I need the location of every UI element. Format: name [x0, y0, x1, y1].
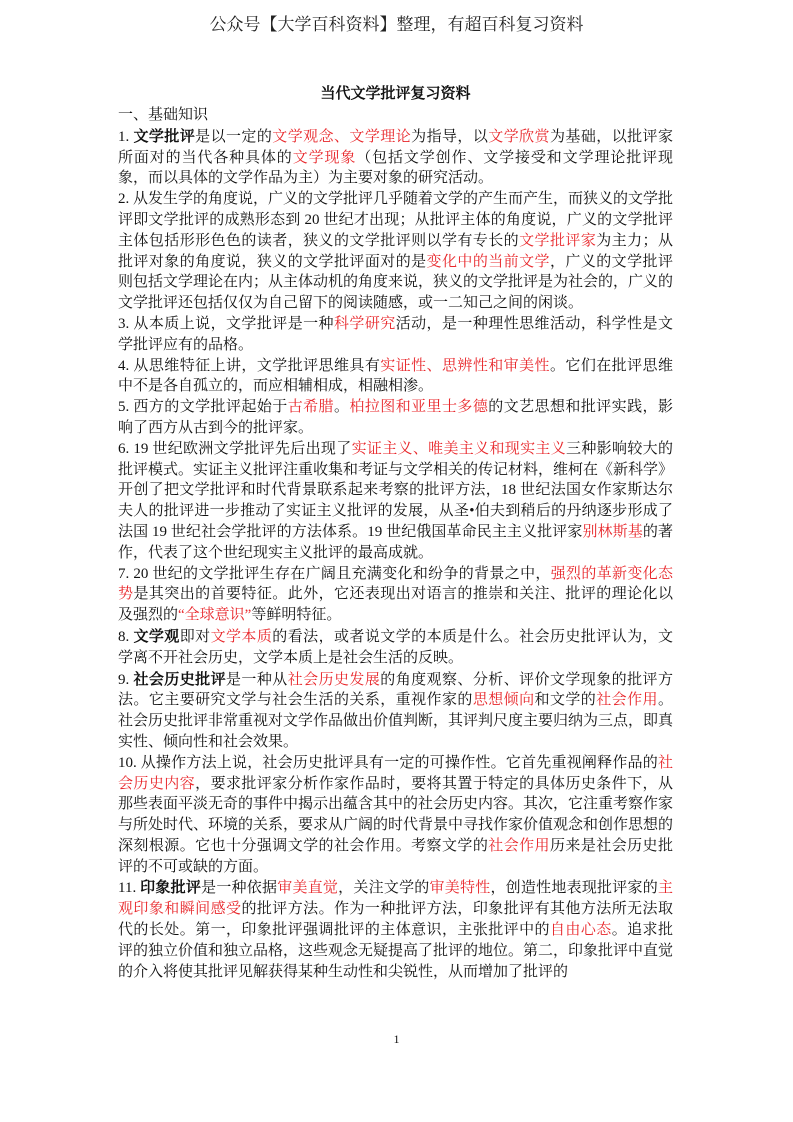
- highlight-red: 实证性、思辨性和审美性: [380, 357, 550, 374]
- term-bold: 印象批评: [140, 878, 202, 897]
- paragraph: [118, 126, 673, 189]
- text-segment: ，关注文学的: [338, 880, 430, 897]
- text-segment: 。: [333, 399, 350, 416]
- highlight-red: 社会历史内容: [118, 754, 673, 792]
- highlight-red: 变化中的当前文学: [426, 253, 550, 270]
- paragraph: [118, 189, 673, 314]
- highlight-red: 别林斯基: [582, 523, 643, 540]
- text-segment: 的看法，或者说文学的本质是什么。社会历史批评认为，文学离不开社会历史，文学本质上是社会生活的反映。: [118, 628, 673, 666]
- text-segment: 为基础，以批评家所面对的当代各种具体的: [118, 128, 673, 166]
- text-segment: 三种影响较大的批评模式。实证主义批评注重收集和考证与文学相关的传记材料，维柯在《新科学》开创了把文学批评和时代背景联系起来考察的批评方法，18 世纪法国女作家斯达尔夫人的批评进一步推动了实证主义批评的发展，从圣•伯夫到稍后的丹纳逐步形成了法国 19 世纪社会学批评的方法体系。19 世纪俄国革命民主主义批评家: [118, 440, 674, 540]
- highlight-red: 社会作用: [488, 837, 550, 854]
- text-segment: 6. 19 世纪欧洲文学批评先后出现了: [118, 440, 352, 457]
- highlight-red: 科学研究: [333, 315, 396, 332]
- paragraph: [118, 564, 673, 626]
- highlight-red: 文学本质: [210, 628, 273, 645]
- highlight-red: 审美特性: [429, 880, 491, 897]
- text-segment: 5. 西方的文学批评起始于: [118, 399, 288, 416]
- highlight-red: 文学观念、文学理论: [272, 128, 412, 145]
- paragraph: [118, 877, 673, 982]
- text-segment: 的批评方法。作为一种批评方法，印象批评有其他方法所无法取代的长处。第一，印象批评强调批评的主体意识，主张批评中的: [118, 901, 673, 939]
- text-segment: 。追求批评的独立价值和独立品格，这些观念无疑提高了批评的地位。第二，印象批评中直觉的介入将使其批评见解获得某种生动性和尖锐性，从而增加了批评的: [118, 922, 674, 980]
- text-segment: 等鲜明特征。: [251, 607, 342, 624]
- term-bold: 社会历史批评: [133, 669, 226, 688]
- highlight-red: 自由心态: [549, 922, 612, 939]
- text-segment: ，创造性地表现批评家的: [490, 880, 658, 897]
- paragraph: [118, 626, 673, 669]
- text-segment: 9.: [118, 671, 134, 688]
- highlight-red: 审美直觉: [277, 880, 339, 897]
- highlight-red: 强烈的革新变化态势: [118, 565, 673, 603]
- highlight-red: 文学欣赏: [488, 128, 550, 145]
- text-segment: 11.: [118, 880, 141, 897]
- paragraph: [118, 753, 673, 878]
- text-segment: 活动，是一种理性思维活动，科学性是文学批评应有的品格。: [118, 315, 673, 353]
- text-segment: 是其突出的首要特征。此外，它还表现出对语言的推崇和关注、批评的理论化以及强烈的: [118, 586, 673, 624]
- document-title: 当代文学批评复习资料: [320, 86, 471, 102]
- paragraph: [118, 439, 673, 564]
- term-bold: 文学观: [133, 626, 180, 645]
- highlight-red: 文学批评家: [519, 232, 597, 249]
- text-segment: 的角度观察、分析、评价文学现象的批评方法。它主要研究文学与社会生活的关系，重视作家的: [118, 671, 673, 709]
- term-bold: 文学批评: [133, 126, 196, 145]
- text-segment: 为主力；从批评对象的角度说，狭义的文学批评面对的是: [118, 232, 673, 270]
- paragraph: [118, 314, 673, 356]
- text-segment: 2. 从发生学的角度说，广义的文学批评几乎随着文学的产生而产生，而狭义的文学批评即文学批评的成熟形态到 20 世纪才出现；从批评主体的角度说，广义的文学批评主体包括形形色色的读者，狭义的文学批评则以学有专长的: [118, 191, 674, 249]
- text-segment: 10. 从操作方法上说，社会历史批评具有一定的可操作性。它首先重视阐释作品的: [118, 754, 658, 771]
- text-segment: 的著作，代表了这个世纪现实主义批评的最高成就。: [118, 523, 673, 561]
- text-segment: 。它们在批评思维中不是各自孤立的，而应相辅相成，相融相渗。: [118, 357, 673, 395]
- text-segment: 。社会历史批评非常重视对文学作品做出价值判断，其评判尺度主要归纳为三点，即真实性、倾向性和社会效果。: [118, 692, 674, 750]
- paragraph: [118, 356, 673, 398]
- highlight-red: 主观印象和瞬间感受: [118, 880, 673, 918]
- page-header: 公众号【大学百科资料】整理，有超百科复习资料: [209, 15, 584, 34]
- text-segment: 是一种从: [226, 671, 288, 688]
- text-segment: 和文学的: [534, 692, 597, 709]
- text-segment: 历来是社会历史批评的不可或缺的方面。: [118, 837, 673, 875]
- text-segment: 即对: [179, 628, 211, 645]
- text-segment: （包括文学创作、文学接受和文学理论批评现象，而以具体的文学作品为主）为主要对象的研究活动。: [118, 149, 673, 187]
- text-segment: 是以一定的: [195, 128, 273, 145]
- text-segment: 1.: [118, 128, 134, 145]
- paragraph-list: [118, 126, 673, 983]
- highlight-red: 柏拉图和亚里士多德: [349, 399, 489, 416]
- text-segment: 是一种依据: [201, 880, 278, 897]
- highlight-red: 实证主义、唯美主义和现实主义: [351, 440, 567, 457]
- text-segment: 为指导，以: [411, 128, 489, 145]
- text-segment: 4. 从思维特征上讲，文学批评思维具有: [118, 357, 381, 374]
- highlight-red: 社会历史发展: [287, 671, 381, 688]
- highlight-red: “全球意识”: [178, 607, 252, 624]
- text-segment: 8.: [118, 628, 134, 645]
- highlight-red: 思想倾向: [472, 692, 535, 709]
- text-segment: 3. 从本质上说，文学批评是一种: [118, 315, 334, 332]
- document-body: [118, 84, 673, 982]
- page-number: 1: [393, 1032, 400, 1046]
- highlight-red: 文学现象: [292, 149, 357, 166]
- text-segment: ，要求批评家分析作家作品时，要将其置于特定的具体历史条件下，从那些表面平淡无奇的事件中揭示出蕴含其中的社会历史内容。其次，它注重考察作家与所处时代、环境的关系，要求从广阔的时代背景中寻找作家价值观念和创作思想的深刻根源。它也十分强调文学的社会作用。考察文学的: [118, 775, 674, 854]
- section-heading: 一、基础知识: [118, 107, 209, 123]
- highlight-red: 古希腊: [287, 399, 334, 416]
- text-segment: 的文艺思想和批评实践，影响了西方从古到今的批评家。: [118, 399, 673, 436]
- text-segment: ，广义的文学批评则包括文学理论在内；从主体动机的角度来说，狭义的文学批评是为社会的，广义的文学批评还包括仅仅为自己留下的阅读随感，或一二知己之间的闲谈。: [118, 253, 674, 312]
- text-segment: 7. 20 世纪的文学批评生存在广阔且充满变化和纷争的背景之中，: [118, 565, 551, 582]
- highlight-red: 社会作用: [596, 692, 658, 709]
- paragraph: [118, 397, 673, 439]
- paragraph: [118, 669, 673, 753]
